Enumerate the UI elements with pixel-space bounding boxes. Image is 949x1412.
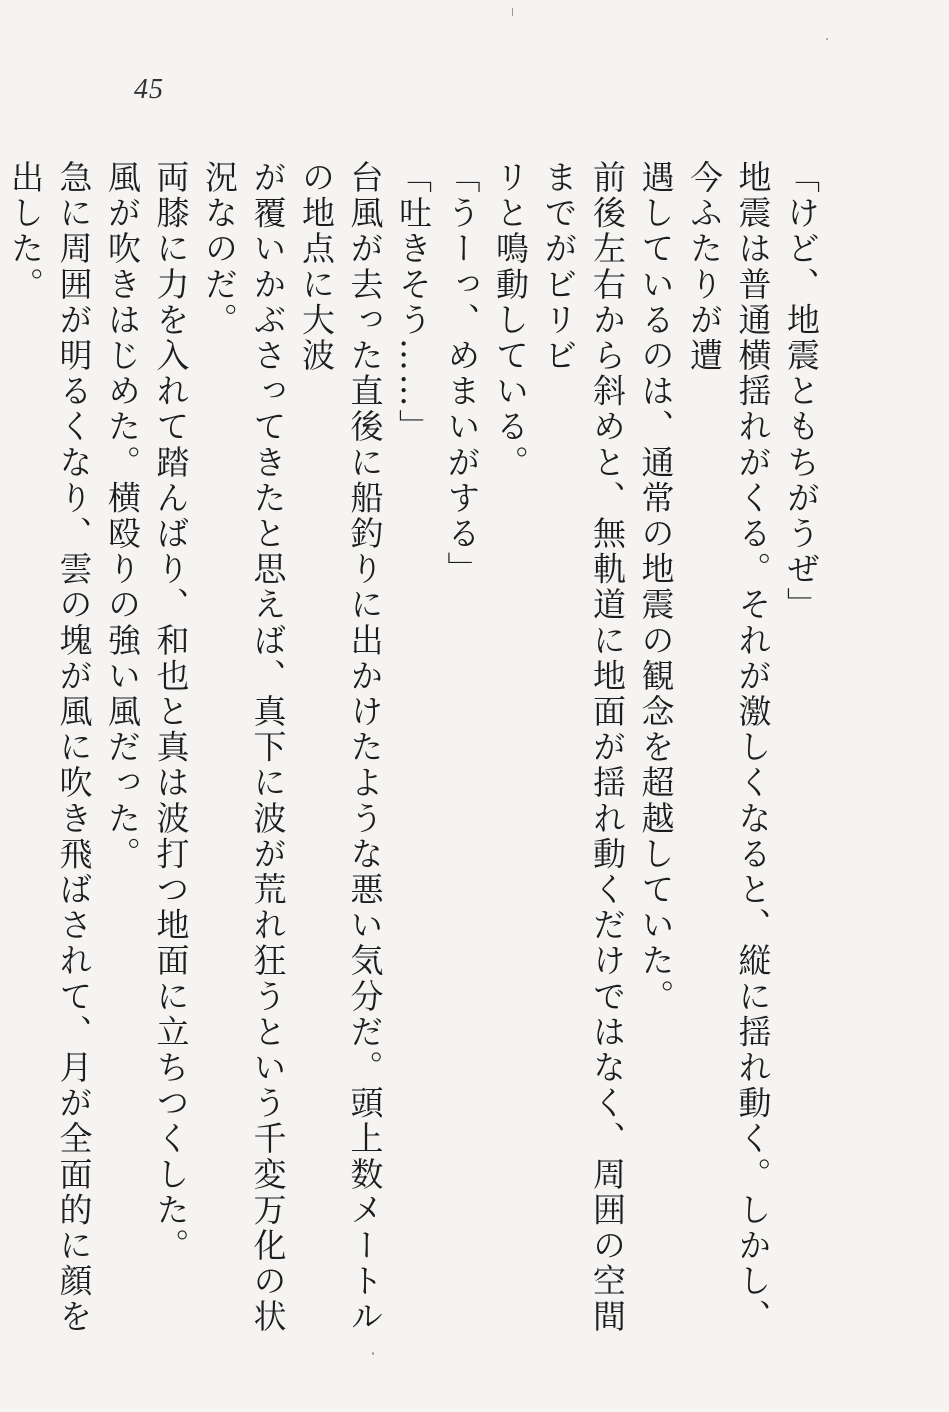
page-number: 45 [134,74,164,105]
text-line: 「うーっ、めまいがする」 [442,160,482,588]
text-line: が覆いかぶさってきたと思えば、真下に波が荒れ狂うという千変万化の状況なのだ。 [200,160,288,1335]
speck [512,8,513,16]
text-line: 「吐きそう……」 [394,160,433,445]
text-line: 遇しているのは、通常の地震の観念を超越していた。 [636,160,676,1015]
text-line: 「けど、地震ともちがうぜ」 [782,160,821,623]
speck [826,38,828,40]
text-line: 地震は普通横揺れがくる。それが激しくなると、縦に揺れ動く。しかし、今ふたりが遭 [685,160,773,1335]
text-line: 両膝に力を入れて踏んばり、和也と真は波打つ地面に立ちつくした。 [151,160,191,1264]
text-line: 前後左右から斜めと、無軌道に地面が揺れ動くだけではなく、周囲の空間までがビリビ [539,160,627,1335]
body-text [6,160,825,1340]
text-line: 台風が去った直後に船釣りに出かけたような悪い気分だ。頭上数メートルの地点に大波 [297,160,385,1335]
text-line: リと鳴動している。 [491,160,530,481]
text-line [0,160,1,1340]
speck [372,1352,374,1355]
text-line: 急に周囲が明るくなり、雲の塊が風に吹き飛ばされて、月が全面的に顔を出した。 [6,160,94,1335]
text-line: 風が吹きはじめた。横殴りの強い風だった。 [103,160,142,872]
